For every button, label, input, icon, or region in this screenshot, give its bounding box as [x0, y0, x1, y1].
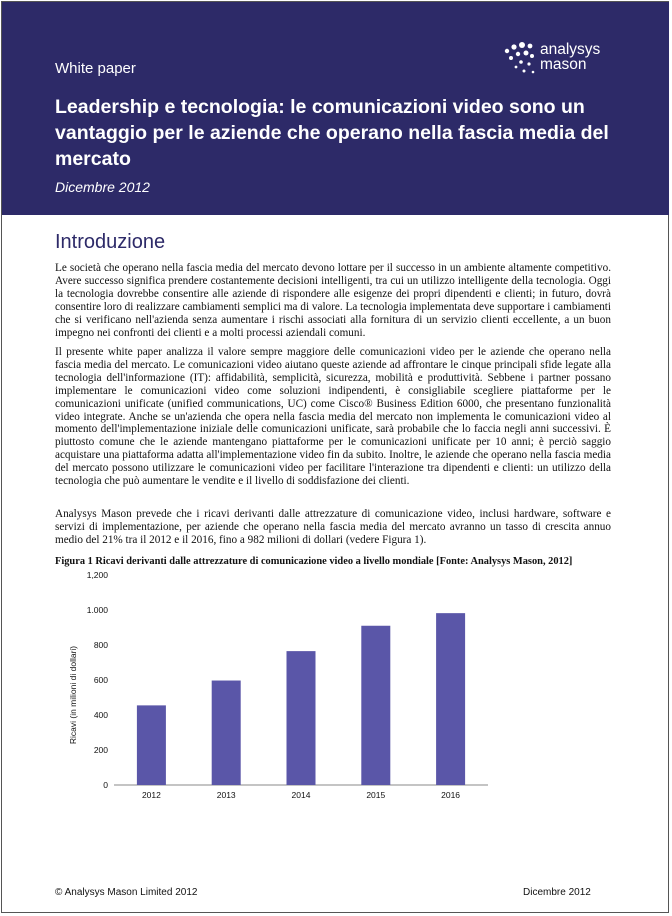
logo-wordmark	[540, 42, 600, 72]
bar-2015	[361, 626, 390, 785]
revenue-bar-chart	[60, 566, 500, 806]
y-axis-label: Ricavi (in milioni di dollari)	[68, 645, 78, 745]
figure-caption: Figura 1 Ricavi derivanti dalle attrezzature di comunicazione video a livello mondiale [Fonte: Analysys Mason, 2012]	[55, 556, 573, 567]
bar-2016	[436, 613, 465, 785]
bar-2013	[212, 681, 241, 785]
y-tick-label: 1.000	[86, 605, 108, 615]
y-tick-label: 0	[103, 780, 108, 790]
bar-2014	[287, 651, 316, 785]
paragraph-intro: Le società che operano nella fascia media del mercato devono lottare per il successo in un ambiente altamente competitivo. Avere successo significa prendere costantemente decisioni intelligenti, tra cui un utilizzo intelligente della tecnologia. Oggi la tecnologia dovrebbe consentire alle aziende di rispondere alle esigenze dei propri dipendenti e clienti; in futuro, dovrà consentire loro di realizzare cambiamenti semplici ma di valore. La tecnologia implementata deve supportare i cambiamenti che si verificano nell'azienda senza aumentare i rischi associati alla fornitura di un servizio clienti eccellente, a un buon impegno nei confronti dei clienti e a molti processi aziendali comuni.	[55, 262, 611, 339]
document-date: Dicembre 2012	[55, 179, 150, 195]
x-tick-label: 2014	[291, 790, 311, 800]
y-tick-label: 200	[93, 745, 108, 755]
x-tick-label: 2015	[366, 790, 386, 800]
footer-date: Dicembre 2012	[523, 887, 591, 898]
x-tick-label: 2016	[441, 790, 461, 800]
y-tick-label: 800	[93, 640, 108, 650]
section-title: Introduzione	[55, 231, 166, 253]
logo-line-2: mason	[540, 56, 587, 73]
x-tick-label: 2012	[141, 790, 161, 800]
document-title: Leadership e tecnologia: le comunicazioni video sono un vantaggio per le aziende che operano nella fascia media del mercato	[55, 96, 609, 170]
logo-dots-icon	[502, 42, 538, 78]
header-band	[2, 2, 669, 215]
paragraph-analysis: Il presente white paper analizza il valore sempre maggiore delle comunicazioni video per le aziende che operano nella fascia media del mercato. Le comunicazioni video aiutano queste aziende ad affrontare le cinque principali sfide legate alla tecnologia dell'informazione (IT): affidabilità, semplicità, sicurezza, mobilità e produttività. Sebbene i partner possano implementare le comunicazioni video come soluzioni indipendenti, è consigliabile scegliere piattaforme per le comunicazioni unificate (unified communications, UC) come Cisco® Business Edition 6000, che presentano funzionalità video integrate. Anche se un'azienda che opera nella fascia media del mercato non implementa le comunicazioni video al momento dell'implementazione iniziale delle comunicazioni unificate, sarà probabile che lo faccia negli anni successivi. È piuttosto comune che le aziende mantengano piattaforme per le comunicazioni unificate per 10 anni; è perciò saggio acquistare una piattaforma adatta all'implementazione video fin da subito. Inoltre, le aziende che operano nella fascia media del mercato possono utilizzare le comunicazioni video per facilitare l'interazione tra dipendenti e clienti: un utilizzo della tecnologia che può aumentare le vendite e il livello di soddisfazione dei clienti.	[55, 346, 611, 488]
analysys-mason-logo	[502, 42, 652, 82]
footer-copyright: © Analysys Mason Limited 2012	[55, 887, 198, 898]
paragraph-forecast: Analysys Mason prevede che i ricavi derivanti dalle attrezzature di comunicazione video, inclusi hardware, software e servizi di implementazione, per aziende che operano nella fascia media del mercato avranno un tasso di crescita annuo medio del 21% tra il 2012 e il 2016, fino a 982 milioni di dollari (vedere Figura 1).	[55, 508, 611, 546]
bar-2012	[137, 705, 166, 785]
y-tick-label: 1,200	[86, 570, 108, 580]
x-tick-label: 2013	[216, 790, 236, 800]
y-tick-label: 400	[93, 710, 108, 720]
logo-line-1: analysys	[540, 41, 601, 58]
document-type-label: White paper	[55, 60, 136, 77]
y-tick-label: 600	[93, 675, 108, 685]
